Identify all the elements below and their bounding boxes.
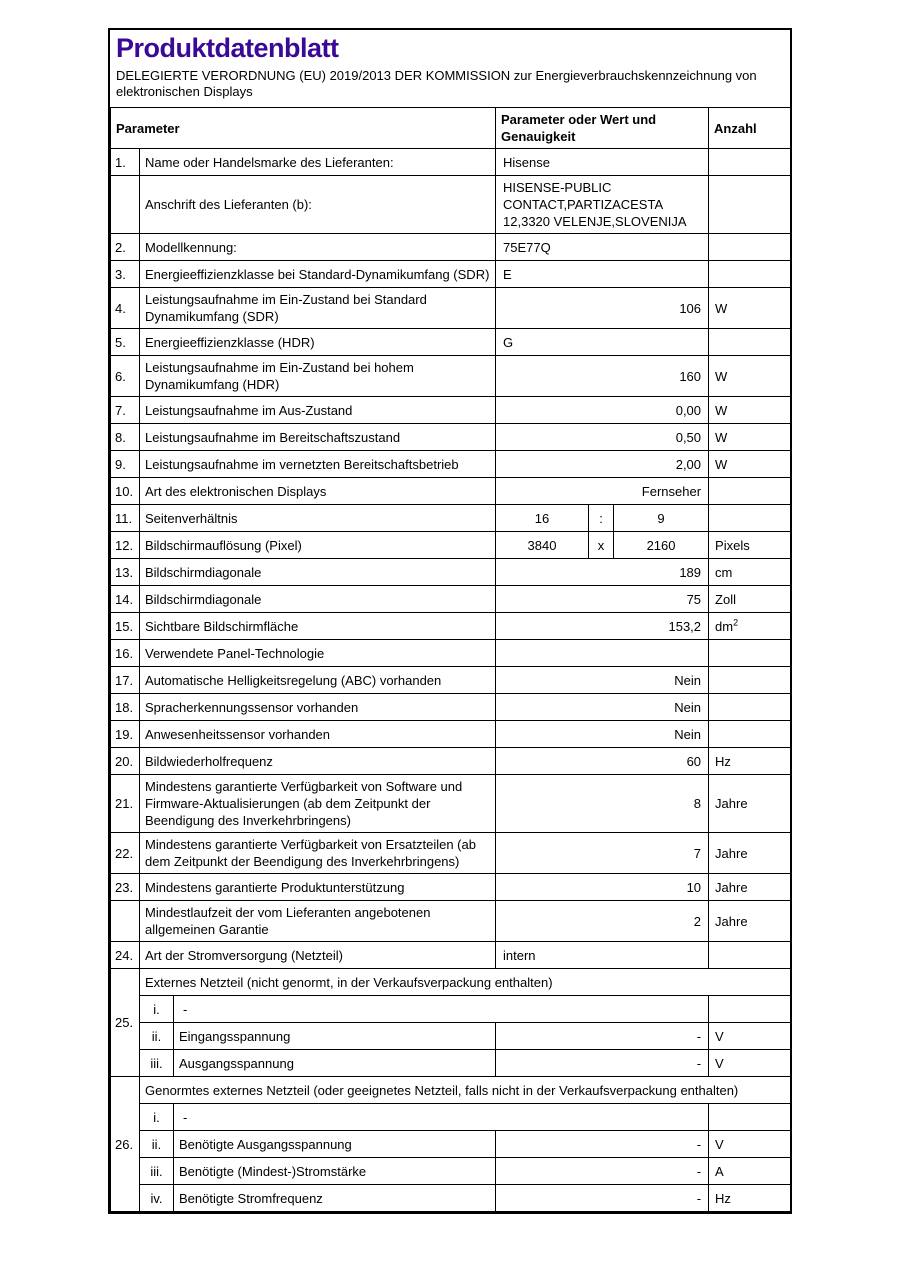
- value-cell: HISENSE-PUBLIC CONTACT,PARTIZACESTA 12,3320 VELENJE,SLOVENIJA: [496, 176, 709, 234]
- sub-row-number-cell: ii.: [140, 1023, 174, 1050]
- parameter-label-cell: Benötigte Stromfrequenz: [174, 1185, 496, 1212]
- table-row: [111, 901, 791, 942]
- row-number-cell: 3.: [111, 261, 140, 288]
- table-row: [111, 234, 791, 261]
- parameter-label-cell: Mindestens garantierte Verfügbarkeit von Software und Firmware-Aktualisierungen (ab dem Zeitpunkt der Beendigung des Inverkehrbringens): [140, 775, 496, 833]
- row-number-cell: 25.: [111, 969, 140, 1077]
- sub-row-number-cell: iv.: [140, 1185, 174, 1212]
- value-cell: Nein: [496, 694, 709, 721]
- table-row: [111, 176, 791, 234]
- unit-cell: Jahre: [709, 874, 791, 901]
- value-cell: -: [496, 1023, 709, 1050]
- row-number-cell: 14.: [111, 586, 140, 613]
- row-number-cell: 10.: [111, 478, 140, 505]
- value-cell: -: [496, 1131, 709, 1158]
- row-number-cell: 18.: [111, 694, 140, 721]
- value-cell: 8: [496, 775, 709, 833]
- parameter-label-cell: Leistungsaufnahme im vernetzten Bereitschaftsbetrieb: [140, 451, 496, 478]
- parameter-label-cell: Bildschirmdiagonale: [140, 559, 496, 586]
- value-cell: 2160: [614, 532, 709, 559]
- value-cell: x: [589, 532, 614, 559]
- parameter-label-cell: Mindestens garantierte Verfügbarkeit von Ersatzteilen (ab dem Zeitpunkt der Beendigung des Inverkehrbringens): [140, 833, 496, 874]
- parameter-table: [110, 107, 791, 1212]
- parameter-label-cell: Benötigte Ausgangsspannung: [174, 1131, 496, 1158]
- row-number-cell: 24.: [111, 942, 140, 969]
- page-title: Produktdatenblatt: [116, 33, 339, 63]
- value-cell: :: [589, 505, 614, 532]
- parameter-label-cell: Anschrift des Lieferanten (b):: [140, 176, 496, 234]
- table-row: [111, 356, 791, 397]
- parameter-label-cell: Mindestens garantierte Produktunterstützung: [140, 874, 496, 901]
- row-number-cell: 11.: [111, 505, 140, 532]
- table-row: [111, 424, 791, 451]
- unit-cell: [709, 996, 791, 1023]
- parameter-label-cell: Leistungsaufnahme im Ein-Zustand bei Standard Dynamikumfang (SDR): [140, 288, 496, 329]
- header-parameter: Parameter: [111, 108, 496, 149]
- unit-cell: [709, 505, 791, 532]
- unit-cell: Hz: [709, 1185, 791, 1212]
- row-number-cell: 20.: [111, 748, 140, 775]
- unit-cell: cm: [709, 559, 791, 586]
- row-number-cell: 5.: [111, 329, 140, 356]
- table-row: [111, 1104, 791, 1131]
- table-row: [111, 1050, 791, 1077]
- table-row: [111, 451, 791, 478]
- unit-cell: [709, 149, 791, 176]
- value-cell: Nein: [496, 721, 709, 748]
- unit-cell: Jahre: [709, 833, 791, 874]
- table-row: [111, 1077, 791, 1104]
- unit-cell: [709, 329, 791, 356]
- unit-cell: W: [709, 451, 791, 478]
- value-cell: 7: [496, 833, 709, 874]
- parameter-label-cell: Anwesenheitssensor vorhanden: [140, 721, 496, 748]
- unit-cell: Zoll: [709, 586, 791, 613]
- row-number-cell: 15.: [111, 613, 140, 640]
- value-cell: 9: [614, 505, 709, 532]
- row-number-cell: 9.: [111, 451, 140, 478]
- header-anzahl: Anzahl: [709, 108, 791, 149]
- row-number-cell: 22.: [111, 833, 140, 874]
- value-cell: 106: [496, 288, 709, 329]
- parameter-label-cell: Bildschirmdiagonale: [140, 586, 496, 613]
- table-row: [111, 329, 791, 356]
- table-row: [111, 969, 791, 996]
- value-cell: -: [496, 1158, 709, 1185]
- table-row: [111, 775, 791, 833]
- parameter-label-cell: Sichtbare Bildschirmfläche: [140, 613, 496, 640]
- sub-row-number-cell: iii.: [140, 1158, 174, 1185]
- section-header-cell: Genormtes externes Netzteil (oder geeignetes Netzteil, falls nicht in der Verkaufsverpackung enthalten): [140, 1077, 791, 1104]
- parameter-label-cell: Art der Stromversorgung (Netzteil): [140, 942, 496, 969]
- row-number-cell: 23.: [111, 874, 140, 901]
- table-row: [111, 532, 791, 559]
- value-cell: 0,00: [496, 397, 709, 424]
- table-row: [111, 1131, 791, 1158]
- unit-cell: A: [709, 1158, 791, 1185]
- value-cell: E: [496, 261, 709, 288]
- unit-cell: Hz: [709, 748, 791, 775]
- table-row: [111, 721, 791, 748]
- unit-cell: V: [709, 1050, 791, 1077]
- row-number-cell: 2.: [111, 234, 140, 261]
- row-number-cell: 21.: [111, 775, 140, 833]
- header-value: Parameter oder Wert und Genauigkeit: [496, 108, 709, 149]
- unit-cell: W: [709, 397, 791, 424]
- unit-cell: Jahre: [709, 775, 791, 833]
- unit-cell: [709, 640, 791, 667]
- unit-cell: W: [709, 424, 791, 451]
- value-dash-cell: -: [174, 996, 709, 1023]
- sub-row-number-cell: i.: [140, 996, 174, 1023]
- unit-cell: [709, 234, 791, 261]
- table-row: [111, 288, 791, 329]
- parameter-label-cell: Modellkennung:: [140, 234, 496, 261]
- table-row: [111, 397, 791, 424]
- value-cell: G: [496, 329, 709, 356]
- unit-cell: W: [709, 356, 791, 397]
- table-row: [111, 1158, 791, 1185]
- unit-cell: [709, 942, 791, 969]
- table-row: [111, 559, 791, 586]
- value-cell: 75: [496, 586, 709, 613]
- parameter-label-cell: Leistungsaufnahme im Ein-Zustand bei hohem Dynamikumfang (HDR): [140, 356, 496, 397]
- table-row: [111, 748, 791, 775]
- parameter-label-cell: Leistungsaufnahme im Aus-Zustand: [140, 397, 496, 424]
- row-number-cell: 4.: [111, 288, 140, 329]
- row-number-cell: [111, 901, 140, 942]
- sub-row-number-cell: ii.: [140, 1131, 174, 1158]
- unit-cell: V: [709, 1131, 791, 1158]
- table-row: [111, 667, 791, 694]
- row-number-cell: 1.: [111, 149, 140, 176]
- table-row: [111, 613, 791, 640]
- table-row: [111, 1023, 791, 1050]
- unit-cell: [709, 261, 791, 288]
- unit-cell: [709, 667, 791, 694]
- table-row: [111, 874, 791, 901]
- parameter-label-cell: Ausgangsspannung: [174, 1050, 496, 1077]
- parameter-label-cell: Seitenverhältnis: [140, 505, 496, 532]
- value-cell: Hisense: [496, 149, 709, 176]
- parameter-label-cell: Name oder Handelsmarke des Lieferanten:: [140, 149, 496, 176]
- parameter-label-cell: Spracherkennungssensor vorhanden: [140, 694, 496, 721]
- table-row: [111, 478, 791, 505]
- parameter-label-cell: Bildwiederholfrequenz: [140, 748, 496, 775]
- page-subtitle: DELEGIERTE VERORDNUNG (EU) 2019/2013 DER KOMMISSION zur Energieverbrauchskennzeichnung von elektronischen Displays: [116, 68, 757, 99]
- value-cell: 60: [496, 748, 709, 775]
- value-cell: 16: [496, 505, 589, 532]
- value-cell: 10: [496, 874, 709, 901]
- table-row: [111, 1185, 791, 1212]
- unit-cell: [709, 176, 791, 234]
- product-datasheet: [108, 28, 792, 1214]
- parameter-label-cell: Energieeffizienzklasse (HDR): [140, 329, 496, 356]
- parameter-label-cell: Art des elektronischen Displays: [140, 478, 496, 505]
- table-row: [111, 640, 791, 667]
- document-header: [110, 30, 790, 107]
- value-cell: -: [496, 1050, 709, 1077]
- row-number-cell: 7.: [111, 397, 140, 424]
- value-dash-cell: -: [174, 1104, 709, 1131]
- row-number-cell: 8.: [111, 424, 140, 451]
- table-row: [111, 996, 791, 1023]
- row-number-cell: 17.: [111, 667, 140, 694]
- table-row: [111, 694, 791, 721]
- table-row: [111, 942, 791, 969]
- value-cell: Fernseher: [496, 478, 709, 505]
- table-row: [111, 149, 791, 176]
- unit-cell: Jahre: [709, 901, 791, 942]
- table-row: [111, 586, 791, 613]
- parameter-label-cell: Eingangsspannung: [174, 1023, 496, 1050]
- table-row: [111, 833, 791, 874]
- parameter-label-cell: Leistungsaufnahme im Bereitschaftszustand: [140, 424, 496, 451]
- row-number-cell: 13.: [111, 559, 140, 586]
- row-number-cell: [111, 176, 140, 234]
- parameter-label-cell: Benötigte (Mindest-)Stromstärke: [174, 1158, 496, 1185]
- value-cell: 189: [496, 559, 709, 586]
- row-number-cell: 6.: [111, 356, 140, 397]
- row-number-cell: 16.: [111, 640, 140, 667]
- unit-cell: W: [709, 288, 791, 329]
- value-cell: 2: [496, 901, 709, 942]
- row-number-cell: 19.: [111, 721, 140, 748]
- value-cell: 0,50: [496, 424, 709, 451]
- table-header-row: [111, 108, 791, 149]
- value-cell: 153,2: [496, 613, 709, 640]
- value-cell: [496, 640, 709, 667]
- table-row: [111, 261, 791, 288]
- sub-row-number-cell: i.: [140, 1104, 174, 1131]
- unit-cell: [709, 1104, 791, 1131]
- value-cell: 2,00: [496, 451, 709, 478]
- value-cell: 3840: [496, 532, 589, 559]
- unit-cell: Pixels: [709, 532, 791, 559]
- value-cell: intern: [496, 942, 709, 969]
- unit-cell: $dm^2$: [709, 613, 791, 640]
- unit-cell: V: [709, 1023, 791, 1050]
- unit-cell: [709, 721, 791, 748]
- value-cell: 160: [496, 356, 709, 397]
- parameter-label-cell: Automatische Helligkeitsregelung (ABC) vorhanden: [140, 667, 496, 694]
- row-number-cell: 26.: [111, 1077, 140, 1212]
- parameter-label-cell: Energieeffizienzklasse bei Standard-Dynamikumfang (SDR): [140, 261, 496, 288]
- row-number-cell: 12.: [111, 532, 140, 559]
- unit-cell: [709, 694, 791, 721]
- parameter-label-cell: Bildschirmauflösung (Pixel): [140, 532, 496, 559]
- value-cell: -: [496, 1185, 709, 1212]
- table-row: [111, 505, 791, 532]
- parameter-label-cell: Verwendete Panel-Technologie: [140, 640, 496, 667]
- value-cell: 75E77Q: [496, 234, 709, 261]
- sub-row-number-cell: iii.: [140, 1050, 174, 1077]
- value-cell: Nein: [496, 667, 709, 694]
- unit-cell: [709, 478, 791, 505]
- section-header-cell: Externes Netzteil (nicht genormt, in der Verkaufsverpackung enthalten): [140, 969, 791, 996]
- parameter-label-cell: Mindestlaufzeit der vom Lieferanten angebotenen allgemeinen Garantie: [140, 901, 496, 942]
- table-body: [111, 149, 791, 1212]
